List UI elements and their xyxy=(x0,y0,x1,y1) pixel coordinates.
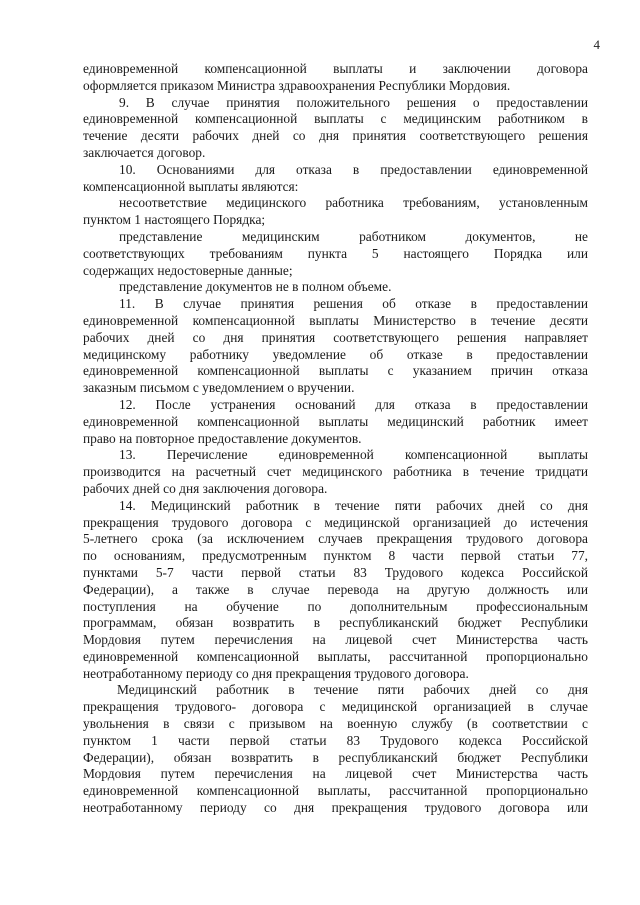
text-line: рабочих дней со дня заключения договора. xyxy=(83,480,328,496)
text-line: единовременной компенсационной выплаты с медицинским работником в xyxy=(83,111,588,127)
text-line: 13. Перечисление единовременной компенсационной выплаты xyxy=(119,447,588,463)
text-line: единовременной компенсационной выплаты и заключении договора xyxy=(83,61,588,76)
text-line: прекращения трудового- договора с медицинской организацией в случае xyxy=(83,699,588,715)
text-line: пунктом 1 настоящего Порядка; xyxy=(83,212,266,228)
text-line: заключается договор. xyxy=(83,144,206,160)
text-line: единовременной компенсационной выплаты, рассчитанной пропорционально xyxy=(83,783,588,799)
text-line: право на повторное предоставление документов. xyxy=(83,430,362,446)
text-line: Мордовия путем перечисления на лицевой счет Министерства часть xyxy=(83,766,588,782)
text-line: рабочих дней со дня принятия соответствующего решения направляет xyxy=(83,329,588,345)
text-line: соответствующих требованиям пункта 5 настоящего Порядка или xyxy=(83,245,588,261)
text-line: 5-летнего срока (за исключением случаев прекращения трудового договора xyxy=(83,531,588,547)
document-body xyxy=(83,61,588,817)
text-line: пунктом 1 части первой статьи 83 Трудового кодекса Российской xyxy=(83,732,588,748)
text-line: неотработанному периоду со дня прекращения трудового договора. xyxy=(83,665,469,681)
text-line: 12. После устранения оснований для отказа в предоставлении xyxy=(119,396,588,412)
text-line: единовременной компенсационной выплаты медицинский работник имеет xyxy=(83,413,588,429)
text-line: пунктами 5-7 части первой статьи 83 Трудового кодекса Российской xyxy=(83,564,588,580)
page-number: 4 xyxy=(593,37,600,52)
text-line: неотработанному периоду со дня прекращения трудового договора или xyxy=(83,800,588,816)
text-line: единовременной компенсационной выплаты Министерство в течение десяти xyxy=(83,312,588,328)
text-line: Мордовия путем перечисления на лицевой счет Министерства часть xyxy=(83,632,588,648)
text-line: несоответствие медицинского работника требованиям, установленным xyxy=(119,195,588,211)
text-line: течение десяти рабочих дней со дня принятия соответствующего решения xyxy=(83,128,588,144)
text-line: компенсационной выплаты являются: xyxy=(83,178,299,194)
text-line: 9. В случае принятия положительного решения о предоставлении xyxy=(119,94,588,110)
text-line: 14. Медицинский работник в течение пяти рабочих дней со дня xyxy=(119,497,588,513)
text-line: Медицинский работник в течение пяти рабочих дней со дня xyxy=(117,682,588,698)
text-line: производится на расчетный счет медицинского работника в течение тридцати xyxy=(83,464,588,480)
text-line: единовременной компенсационной выплаты, рассчитанной пропорционально xyxy=(83,648,588,664)
text-line: программам, обязан возвратить в республиканский бюджет Республики xyxy=(83,615,588,631)
text-line: оформляется приказом Министра здравоохранения Республики Мордовия. xyxy=(83,77,511,93)
text-line: 10. Основаниями для отказа в предоставлении единовременной xyxy=(119,161,588,177)
text-line: Федерации), а также в случае перевода на другую должность или xyxy=(83,581,588,597)
text-line: содержащих недостоверные данные; xyxy=(83,262,293,278)
text-line: заказным письмом с уведомлением о вручении. xyxy=(83,380,355,396)
text-line: единовременной компенсационной выплаты с указанием причин отказа xyxy=(83,363,588,379)
text-line: Федерации), обязан возвратить в республиканский бюджет Республики xyxy=(83,749,588,765)
text-line: 11. В случае принятия решения об отказе в предоставлении xyxy=(119,296,588,312)
text-line: увольнения в связи с призывом на военную службу (в соответствии с xyxy=(83,716,588,732)
text-line: представление медицинским работником документов, не xyxy=(119,228,588,244)
text-line: медицинскому работнику уведомление об отказе в предоставлении xyxy=(83,346,588,362)
text-line: прекращения трудового договора с медицинской организацией до истечения xyxy=(83,514,588,530)
text-line: представление документов не в полном объеме. xyxy=(119,279,392,295)
text-line: поступления на обучение по дополнительным профессиональным xyxy=(83,598,588,614)
text-line: по основаниям, предусмотренным пунктом 8 части первой статьи 77, xyxy=(83,548,588,564)
